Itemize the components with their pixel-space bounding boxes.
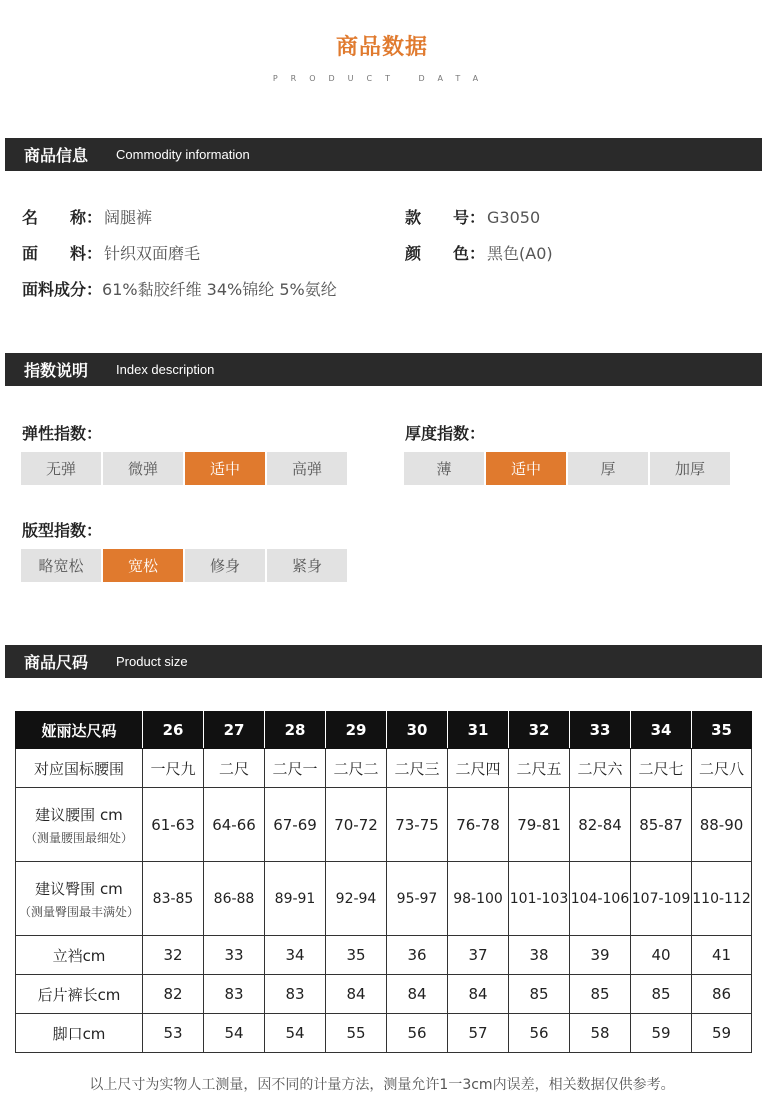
size-column-header: 27 [204, 712, 265, 749]
table-cell: 85-87 [631, 788, 692, 862]
info-color [405, 241, 553, 264]
fit-options [21, 549, 347, 582]
table-cell: 61-63 [143, 788, 204, 862]
fit-label: 版型指数： [22, 521, 103, 540]
row-label-text: 对应国标腰围 [33, 759, 124, 778]
section-title-cn: 指数说明 [24, 361, 89, 380]
size-column-header: 26 [143, 712, 204, 749]
table-cell: 98-100 [448, 862, 509, 936]
table-cell: 83 [204, 975, 265, 1014]
fit-option: 宽松 [103, 549, 183, 582]
size-column-header: 35 [692, 712, 752, 749]
table-cell: 79-81 [509, 788, 570, 862]
table-cell: 101-103 [509, 862, 570, 936]
table-row [16, 788, 752, 862]
section-bar-size [5, 645, 762, 678]
table-cell: 110-112 [692, 862, 752, 936]
table-cell: 82 [143, 975, 204, 1014]
row-label-text: 立裆cm [52, 946, 106, 965]
table-cell: 二尺 [204, 749, 265, 788]
table-cell: 54 [265, 1014, 326, 1053]
info-name-value: 阔腿裤 [104, 208, 153, 227]
table-cell: 一尺九 [143, 749, 204, 788]
row-label-sub: （测量腰围最细处） [24, 830, 133, 845]
elasticity-options [21, 452, 347, 485]
size-footnote: 以上尺寸为实物人工测量，因不同的计量方法，测量允许1一3cm内误差，相关数据仅供参考。 [89, 1077, 675, 1093]
table-cell: 二尺一 [265, 749, 326, 788]
size-column-header: 娅丽达尺码 [16, 712, 143, 749]
info-name-label: 名 称： [22, 208, 103, 227]
fit-option: 略宽松 [21, 549, 101, 582]
table-cell: 二尺三 [387, 749, 448, 788]
table-cell: 58 [570, 1014, 631, 1053]
table-row [16, 975, 752, 1014]
table-cell: 二尺四 [448, 749, 509, 788]
table-cell: 35 [326, 936, 387, 975]
table-cell: 59 [631, 1014, 692, 1053]
table-cell: 40 [631, 936, 692, 975]
info-fabric [22, 241, 200, 264]
info-composition-label: 面料成分： [22, 280, 103, 299]
table-cell: 39 [570, 936, 631, 975]
row-label-text: 脚口cm [52, 1024, 106, 1043]
table-cell: 107-109 [631, 862, 692, 936]
table-cell: 37 [448, 936, 509, 975]
info-name [22, 205, 152, 228]
thickness-option: 厚 [568, 452, 648, 485]
page-title: 商品数据 [335, 35, 428, 60]
table-cell: 53 [143, 1014, 204, 1053]
table-cell: 56 [387, 1014, 448, 1053]
table-cell: 95-97 [387, 862, 448, 936]
table-cell: 85 [509, 975, 570, 1014]
size-column-header: 28 [265, 712, 326, 749]
size-table [15, 711, 752, 1053]
page-subtitle: PRODUCT DATA [272, 74, 492, 83]
elasticity-label: 弹性指数： [22, 424, 103, 443]
section-title-en: Commodity information [116, 147, 250, 162]
fit-option: 紧身 [267, 549, 347, 582]
elasticity-option: 高弹 [267, 452, 347, 485]
section-title-cn: 商品尺码 [24, 653, 89, 672]
table-cell: 41 [692, 936, 752, 975]
info-composition-value: 61%黏胶纤维 34%锦纶 5%氨纶 [102, 280, 337, 299]
thickness-options [404, 452, 730, 485]
section-bar-index [5, 353, 762, 386]
table-cell: 83-85 [143, 862, 204, 936]
table-cell: 84 [387, 975, 448, 1014]
size-column-header: 33 [570, 712, 631, 749]
table-cell: 32 [143, 936, 204, 975]
table-cell: 85 [570, 975, 631, 1014]
thickness-option: 适中 [486, 452, 566, 485]
table-cell: 67-69 [265, 788, 326, 862]
row-label [16, 862, 143, 936]
thickness-label: 厚度指数： [405, 424, 486, 443]
table-cell: 33 [204, 936, 265, 975]
table-cell: 84 [448, 975, 509, 1014]
section-title-en: Index description [116, 362, 215, 377]
table-row [16, 1014, 752, 1053]
size-column-header: 30 [387, 712, 448, 749]
size-column-header: 32 [509, 712, 570, 749]
info-composition [22, 277, 337, 300]
table-cell: 56 [509, 1014, 570, 1053]
info-style-label: 款 号： [405, 208, 486, 227]
table-cell: 86 [692, 975, 752, 1014]
info-style [405, 205, 540, 228]
table-cell: 二尺五 [509, 749, 570, 788]
table-cell: 92-94 [326, 862, 387, 936]
section-title-en: Product size [116, 654, 188, 669]
row-label-text: 后片裤长cm [37, 985, 121, 1004]
table-cell: 34 [265, 936, 326, 975]
table-row [16, 749, 752, 788]
size-column-header: 34 [631, 712, 692, 749]
table-row [16, 862, 752, 936]
thickness-option: 加厚 [650, 452, 730, 485]
table-cell: 54 [204, 1014, 265, 1053]
table-cell: 二尺六 [570, 749, 631, 788]
row-label [16, 1014, 143, 1053]
size-header-row [16, 712, 752, 749]
row-label-text: 建议臀围 cm [35, 879, 123, 898]
table-cell: 88-90 [692, 788, 752, 862]
table-cell: 84 [326, 975, 387, 1014]
elasticity-option: 适中 [185, 452, 265, 485]
thickness-option: 薄 [404, 452, 484, 485]
elasticity-option: 微弹 [103, 452, 183, 485]
info-color-value: 黑色(A0) [487, 244, 553, 263]
section-bar-commodity [5, 138, 762, 171]
table-cell: 73-75 [387, 788, 448, 862]
info-fabric-value: 针织双面磨毛 [104, 244, 201, 263]
table-cell: 89-91 [265, 862, 326, 936]
table-cell: 55 [326, 1014, 387, 1053]
row-label [16, 975, 143, 1014]
row-label [16, 936, 143, 975]
info-color-label: 颜 色： [405, 244, 486, 263]
table-cell: 104-106 [570, 862, 631, 936]
table-cell: 82-84 [570, 788, 631, 862]
size-column-header: 29 [326, 712, 387, 749]
info-fabric-label: 面 料： [22, 244, 103, 263]
section-title-cn: 商品信息 [24, 146, 89, 165]
table-cell: 86-88 [204, 862, 265, 936]
row-label [16, 749, 143, 788]
table-row [16, 936, 752, 975]
table-cell: 70-72 [326, 788, 387, 862]
table-cell: 二尺二 [326, 749, 387, 788]
row-label-text: 建议腰围 cm [35, 805, 123, 824]
fit-option: 修身 [185, 549, 265, 582]
table-cell: 76-78 [448, 788, 509, 862]
elasticity-option: 无弹 [21, 452, 101, 485]
table-cell: 57 [448, 1014, 509, 1053]
row-label [16, 788, 143, 862]
table-cell: 二尺八 [692, 749, 752, 788]
table-cell: 38 [509, 936, 570, 975]
table-cell: 36 [387, 936, 448, 975]
table-cell: 64-66 [204, 788, 265, 862]
table-cell: 59 [692, 1014, 752, 1053]
table-cell: 85 [631, 975, 692, 1014]
info-style-value: G3050 [487, 208, 541, 227]
size-column-header: 31 [448, 712, 509, 749]
row-label-sub: （测量臀围最丰满处） [18, 904, 139, 919]
table-cell: 83 [265, 975, 326, 1014]
table-cell: 二尺七 [631, 749, 692, 788]
